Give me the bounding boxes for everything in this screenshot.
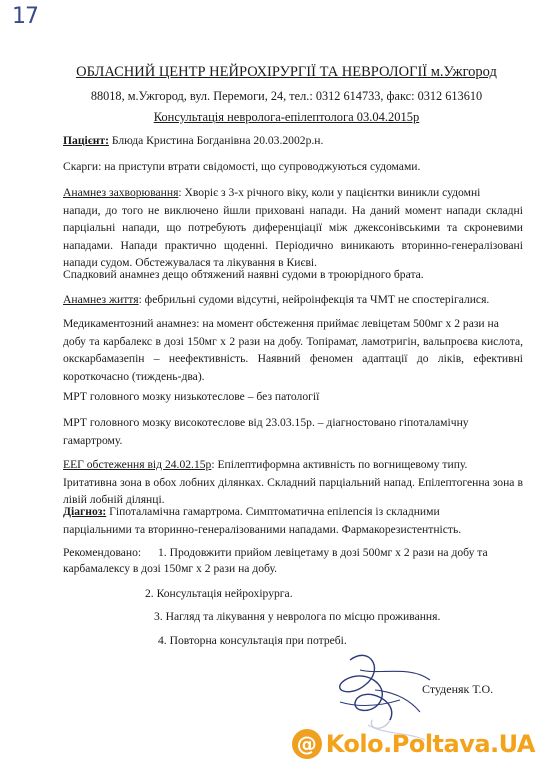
institution-title: ОБЛАСНИЙ ЦЕНТР НЕЙРОХІРУРГІЇ ТА НЕВРОЛОГІЇ м.Ужгород (76, 64, 497, 80)
medication-line1: Медикаментозний анамнез: на момент обстеження приймає левіцетам 500мг х 2 рази на (63, 317, 499, 330)
eeg-text: Іритативна зона в обох лобних ділянках. Складний парціальний напад. Епілептогенна зона в лівій лобній ділянці. (63, 475, 523, 506)
mri-low-field: МРТ головного мозку низькотеслове – без патології (63, 390, 320, 403)
recommendation-item-4: 4. Повторна консультація при потребі. (158, 634, 347, 647)
patient-label: Пацієнт: (63, 134, 109, 147)
anamnesis-life (63, 291, 523, 309)
recommendation-item-1-cont: карбамалексу в дозі 150мг х 2 рази на добу. (63, 562, 278, 575)
mri-high-line1: МРТ головного мозку високотеслове від 23.03.15р. – діагностовано гіпоталамічну (63, 416, 469, 429)
anamnesis-life-text: : фебрильні судоми відсутні, нейроінфекція та ЧМТ не спостерігалися. (138, 293, 490, 306)
complaints: Скарги: на приступи втрати свідомості, що супроводжуються судомами. (63, 160, 421, 173)
handwritten-page-number: 17 (12, 4, 38, 29)
recommendations-label: Рекомендовано: (63, 546, 142, 559)
eeg-label: ЕЕГ обстеження від 24.02.15р (63, 458, 212, 471)
mri-high-text: гамартрому. (63, 433, 123, 447)
watermark-logo-icon: @ (292, 729, 322, 759)
institution-address: 88018, м.Ужгород, вул. Перемоги, 24, тел.: 0312 614733, факс: 0312 613610 (90, 89, 483, 103)
recommendation-item-2: 2. Консультація нейрохірурга. (145, 587, 293, 600)
patient-line (63, 132, 523, 150)
diagnosis (63, 503, 523, 538)
medication-text: добу та карбалекс в дозі 150мг х 2 рази на добу. Топірамат, ламотригін, вальпроєва кислота, окскарбамазепін – неефективність. Наявний феномен адаптації до ліків, ефективні короткочасно (тиждень-два). (63, 334, 523, 383)
heredity: Спадковий анамнез дещо обтяжений наявні судоми в троюрідного брата. (63, 268, 424, 281)
diagnosis-text: парціальними та вторинно-генералізованими нападами. Фармакорезистентність. (63, 522, 462, 536)
eeg-line1: : Епілептиформна активність по вогнищевому типу. (211, 458, 468, 471)
medication-anamnesis (63, 315, 523, 385)
diagnosis-line1: Гіпоталамічна гамартрома. Симптоматична епілепсія із складними (106, 505, 440, 518)
watermark (292, 724, 535, 764)
anamnesis-disease-text: напади, до того не виключено йшли приховані напади. На даний момент напади складні парціальні напади, що потребують диференціації між джексонівськими та скроневими нападами. Напади практично щоденні. Періодично виникають вторинно-генералізовані напади судом. Обстежувалася та лікування в Києві. (63, 203, 523, 269)
recommendation-item-1: 1. Продовжити прийом левіцетаму в дозі 500мг х 2 рази на добу та (158, 546, 488, 559)
doctor-signature-name: Студеняк Т.О. (422, 682, 494, 696)
anamnesis-disease-line1: : Хворіє з 3-х річного віку, коли у пацієнтки виникли судомні (178, 186, 481, 199)
consultation-title: Консультація невролога-епілептолога 03.04.2015р (153, 110, 420, 124)
anamnesis-disease-label: Анамнез захворювання (63, 186, 179, 199)
anamnesis-life-label: Анамнез життя (63, 293, 139, 306)
recommendation-item-3: 3. Нагляд та лікування у невролога по місцю проживання. (154, 610, 441, 623)
eeg-exam (63, 456, 523, 509)
diagnosis-label: Діагноз: (63, 505, 107, 518)
patient-value: Блюда Кристина Богданівна 20.03.2002р.н. (108, 134, 324, 147)
watermark-text: Kolo.Poltava.UA (325, 730, 535, 758)
mri-high-field (63, 414, 523, 449)
anamnesis-disease (63, 184, 523, 272)
